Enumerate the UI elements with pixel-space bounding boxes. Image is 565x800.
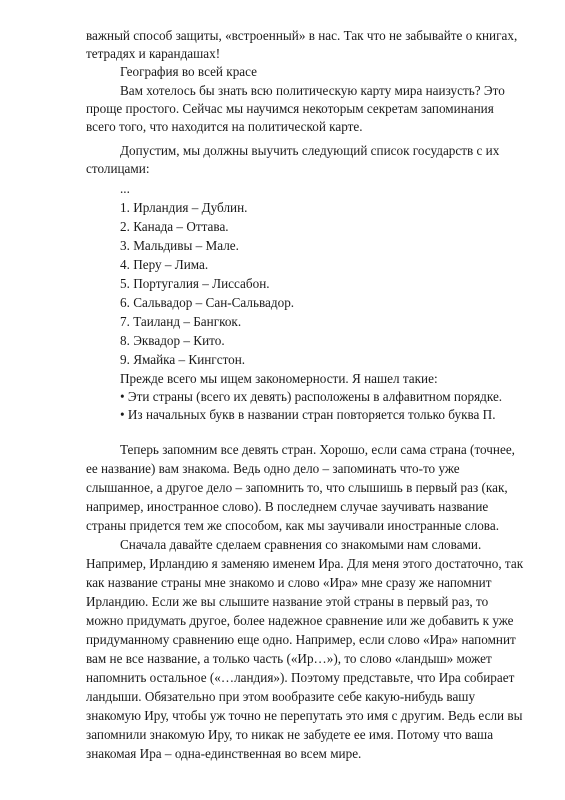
paragraph-line: вам не все название, а только часть («Ир…»), то слово «ландыш» может	[86, 651, 492, 666]
ellipsis: ...	[120, 181, 130, 196]
list-item: 2. Канада – Оттава.	[120, 219, 229, 234]
paragraph-line: Например, Ирландию я заменяю именем Ира. Для меня этого достаточно, так	[86, 556, 524, 571]
paragraph-line: страны придется тем же способом, как мы заучивали иностранные слова.	[86, 518, 499, 533]
paragraph-line: как название страны мне знакомо и слово «Ира» мне сразу же напомнит	[86, 575, 492, 590]
paragraph-line: ландыши. Обязательно при этом вообразите себе какую-нибудь вашу	[86, 689, 476, 704]
bullet-item: • Из начальных букв в названии стран повторяется только буква П.	[120, 407, 496, 422]
paragraph-line: например, иностранное слово). В последнем случае заучивать название	[86, 499, 489, 514]
list-item: 3. Мальдивы – Мале.	[120, 238, 239, 253]
paragraph-line: Прежде всего мы ищем закономерности. Я нашел такие:	[120, 371, 438, 386]
list-item: 4. Перу – Лима.	[120, 257, 209, 272]
paragraph-line: запомнили знакомую Иру, то никак не забудете ее имя. Потому что ваша	[86, 727, 494, 742]
paragraph-line: Вам хотелось бы знать всю политическую карту мира наизусть? Это	[120, 83, 505, 98]
list-item: 5. Португалия – Лиссабон.	[120, 276, 270, 291]
paragraph-line: Сначала давайте сделаем сравнения со знакомыми нам словами.	[120, 537, 482, 552]
paragraph-line: столицами:	[86, 161, 150, 176]
paragraph-line: проще простого. Сейчас мы научимся некоторым секретам запоминания	[86, 101, 494, 116]
paragraph-line: напомнить остальное («…ландия»). Поэтому представьте, что Ира собирает	[86, 670, 515, 685]
intro-line: важный способ защиты, «встроенный» в нас. Так что не забывайте о книгах,	[86, 28, 518, 43]
paragraph-line: Ирландию. Если же вы слышите название этой страны в первый раз, то	[86, 594, 489, 609]
list-item: 7. Таиланд – Бангкок.	[120, 314, 242, 329]
paragraph-line: придуманному сравнению еще одно. Например, если слово «Ира» напомнит	[86, 632, 516, 647]
list-item: 9. Ямайка – Кингстон.	[120, 352, 246, 367]
paragraph-line: Допустим, мы должны выучить следующий список государств с их	[120, 143, 500, 158]
paragraph-line: знакомая Ира – одна-единственная во всем мире.	[86, 746, 362, 761]
section-heading: География во всей красе	[120, 64, 258, 79]
paragraph-line: можно придумать другое, более надежное сравнение или же добавить к уже	[86, 613, 514, 628]
paragraph-line: слышанное, а другое дело – запомнить то, что слышишь в первый раз (как,	[86, 480, 508, 495]
paragraph-line: ее название) вам знакома. Ведь одно дело – запоминать что-то уже	[86, 461, 460, 476]
paragraph-line: Теперь запомним все девять стран. Хорошо, если сама страна (точнее,	[120, 442, 515, 457]
paragraph-line: знакомую Иру, чтобы уж точно не перепутать это имя с другим. Ведь если вы	[86, 708, 523, 723]
list-item: 8. Эквадор – Кито.	[120, 333, 225, 348]
intro-line: тетрадях и карандашах!	[86, 46, 221, 61]
list-item: 6. Сальвадор – Сан-Сальвадор.	[120, 295, 295, 310]
paragraph-line: всего того, что находится на политической карте.	[86, 119, 363, 134]
list-item: 1. Ирландия – Дублин.	[120, 200, 248, 215]
bullet-item: • Эти страны (всего их девять) расположены в алфавитном порядке.	[120, 389, 503, 404]
